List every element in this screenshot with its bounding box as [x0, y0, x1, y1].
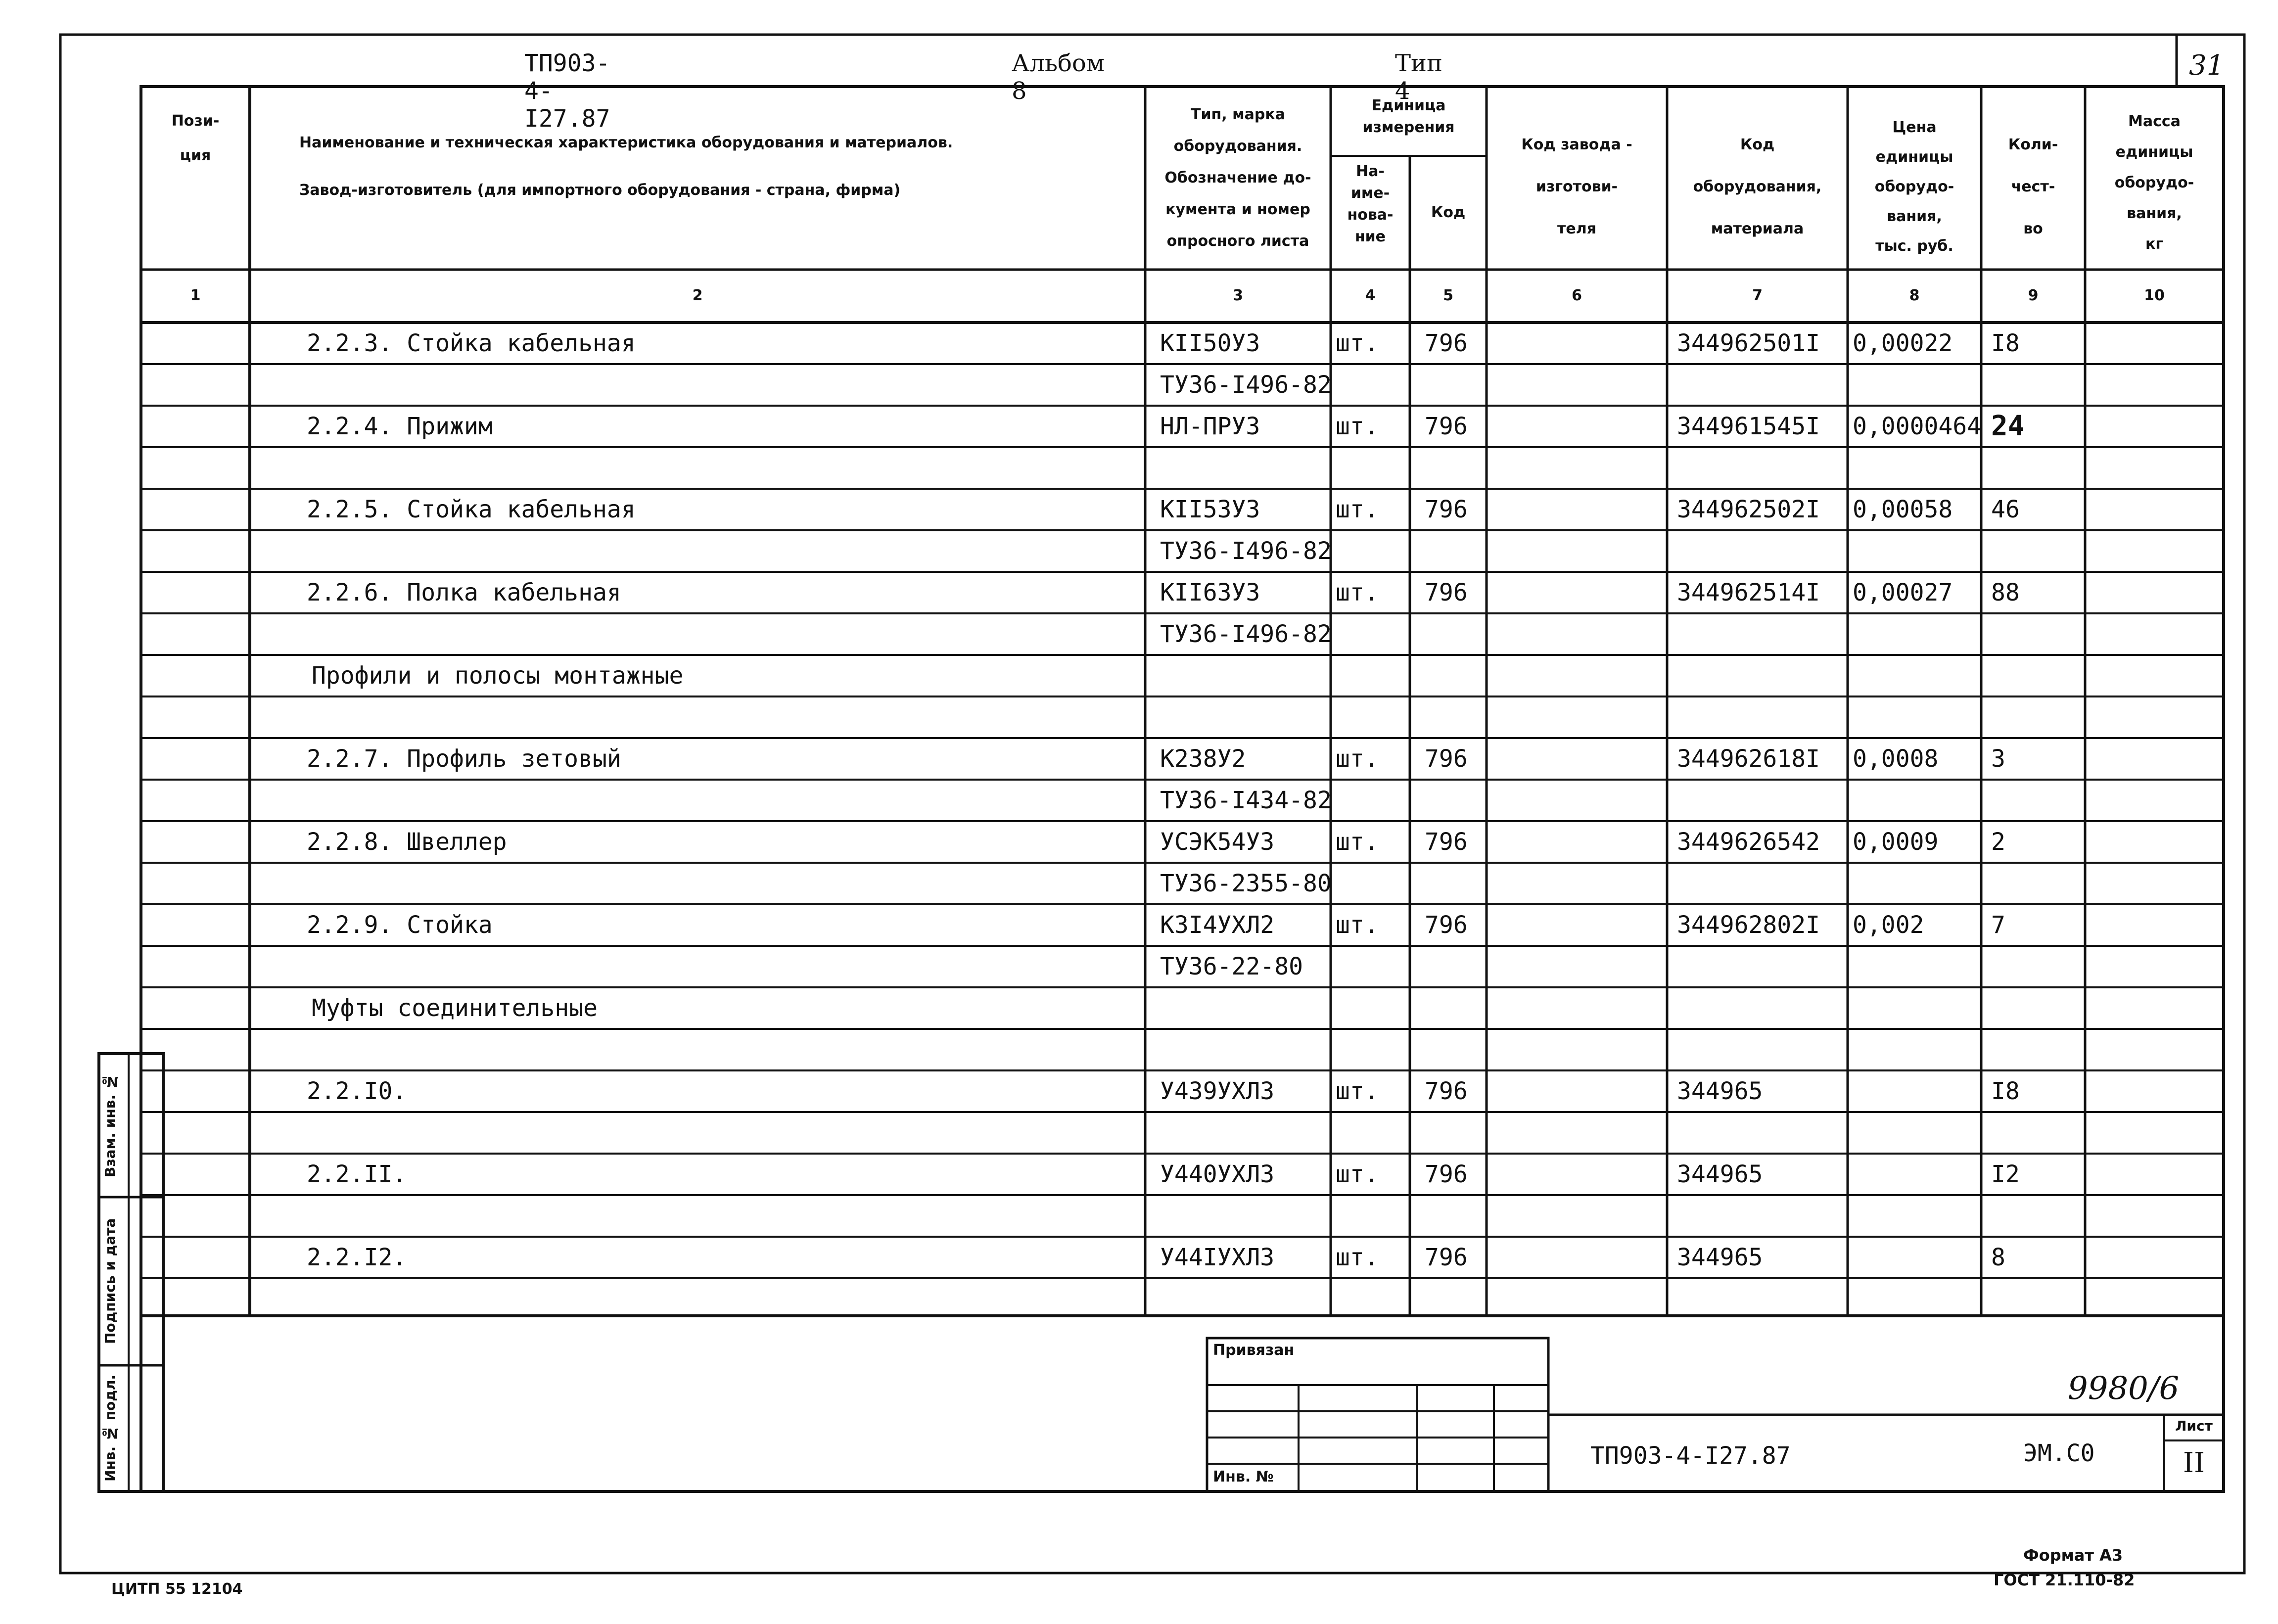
cell-equip-code: 344965: [1677, 1077, 1763, 1105]
header-equipment-code: Код оборудования, материала: [1693, 136, 1822, 237]
cell-name: Муфты соединительные: [312, 994, 598, 1022]
cell-type: К3І4УХЛ2: [1160, 911, 1275, 939]
header-unit-code: Код: [1431, 204, 1466, 221]
label-podpis-data: Подпись и дата: [102, 1218, 118, 1345]
label-vzam-inv: Взам. инв. №: [102, 1073, 118, 1177]
cell-equip-code: 344962502І: [1677, 496, 1820, 523]
cell-equip-code: 344962618І: [1677, 745, 1820, 773]
header-position: Пози- ция: [171, 112, 220, 164]
column-number: 1: [190, 287, 201, 304]
cell-code: 796: [1425, 911, 1468, 939]
cell-name: 2.2.7. Профиль зетовый: [307, 745, 621, 773]
column-number: 6: [1572, 287, 1582, 304]
page-number: 31: [2189, 49, 2225, 82]
cell-unit: шт.: [1336, 911, 1379, 939]
header-name: Наименование и техническая характеристика оборудования и материалов. Завод-изготовитель (для импортного оборудования - страна, фирма): [299, 134, 953, 199]
cell-unit: шт.: [1336, 1160, 1379, 1188]
cell-code: 796: [1425, 1160, 1468, 1188]
cell-name: 2.2.5. Стойка кабельная: [307, 496, 636, 523]
album-label: Альбом 8: [1012, 49, 1105, 105]
cell-price: 0,002: [1853, 911, 1924, 939]
cell-name: 2.2.І0.: [307, 1077, 407, 1105]
cell-type: КІІ50У3: [1160, 329, 1260, 357]
cell-qty: І2: [1991, 1160, 2020, 1188]
cell-qty: І8: [1991, 1077, 2020, 1105]
sheet-label: Лист: [2175, 1418, 2213, 1434]
cell-type: К238У2: [1160, 745, 1246, 773]
column-number: 7: [1752, 287, 1763, 304]
cell-equip-code: 344965: [1677, 1160, 1763, 1188]
column-number: 8: [1909, 287, 1920, 304]
cell-name: 2.2.8. Швеллер: [307, 828, 507, 856]
cell-unit: шт.: [1336, 496, 1379, 523]
cell-qty: І8: [1991, 329, 2020, 357]
column-number: 9: [2028, 287, 2039, 304]
cell-equip-code: 344961545І: [1677, 413, 1820, 440]
header-unit-name: На- име- нова- ние: [1347, 163, 1394, 245]
header-unit-group: Единица измерения: [1362, 97, 1455, 136]
cell-unit: шт.: [1336, 745, 1379, 773]
sheet-value: ІІ: [2183, 1447, 2205, 1479]
cell-price: 0,00058: [1853, 496, 1953, 523]
type-label: Тип 4: [1395, 49, 1442, 105]
cell-qty: 88: [1991, 579, 2020, 606]
cell-type: ТУ36-2355-80: [1160, 870, 1332, 897]
cell-type: ТУ36-І496-82: [1160, 620, 1332, 648]
cell-code: 796: [1425, 329, 1468, 357]
cell-price: 0,0000464: [1853, 413, 1982, 440]
cell-name: Профили и полосы монтажные: [312, 662, 684, 690]
column-number: 3: [1233, 287, 1243, 304]
cell-equip-code: 344962501І: [1677, 329, 1820, 357]
cell-type: КІІ63У3: [1160, 579, 1260, 606]
project-code: ТП903-4-І27.87: [524, 49, 610, 133]
cell-equip-code: 344962802І: [1677, 911, 1820, 939]
stamp-code: ТП903-4-І27.87: [1590, 1442, 1791, 1470]
cell-qty: 7: [1991, 911, 2005, 939]
cell-qty: 46: [1991, 496, 2020, 523]
cell-code: 796: [1425, 828, 1468, 856]
column-number: 4: [1365, 287, 1376, 304]
cell-code: 796: [1425, 579, 1468, 606]
cell-type: У44ІУХЛ3: [1160, 1244, 1275, 1271]
cell-type: УСЭК54У3: [1160, 828, 1275, 856]
cell-code: 796: [1425, 1244, 1468, 1271]
stamp-inv-no: Инв. №: [1213, 1468, 1274, 1485]
header-type: Тип, марка оборудования. Обозначение до- кумента и номер опросного листа: [1164, 106, 1311, 250]
cell-type: ТУ36-І434-82: [1160, 787, 1332, 814]
cell-type: У440УХЛ3: [1160, 1160, 1275, 1188]
cell-type: ТУ36-22-80: [1160, 953, 1303, 980]
footer-gost: ГОСТ 21.110-82: [1994, 1571, 2135, 1589]
stamp-mark: ЭМ.С0: [2023, 1439, 2095, 1467]
cell-qty: 3: [1991, 745, 2005, 773]
cell-unit: шт.: [1336, 579, 1379, 606]
header-price: Цена единицы оборудо- вания, тыс. руб.: [1874, 119, 1954, 255]
cell-equip-code: 344965: [1677, 1244, 1763, 1271]
cell-price: 0,0009: [1853, 828, 1939, 856]
cell-name: 2.2.9. Стойка: [307, 911, 493, 939]
stamp-privyazan: Привязан: [1213, 1342, 1295, 1359]
cell-code: 796: [1425, 413, 1468, 440]
cell-type: ТУ36-І496-82: [1160, 537, 1332, 565]
handwritten-number: 9980/6: [2068, 1370, 2180, 1407]
cell-type: КІІ53У3: [1160, 496, 1260, 523]
cell-type: НЛ-ПРУ3: [1160, 413, 1260, 440]
cell-type: ТУ36-І496-82: [1160, 371, 1332, 399]
cell-unit: шт.: [1336, 1244, 1379, 1271]
cell-unit: шт.: [1336, 1077, 1379, 1105]
cell-type: У439УХЛ3: [1160, 1077, 1275, 1105]
footer-left: ЦИТП 55 12104: [111, 1580, 243, 1598]
column-number: 5: [1443, 287, 1453, 304]
cell-price: 0,00027: [1853, 579, 1953, 606]
cell-qty: 8: [1991, 1244, 2005, 1271]
cell-name: 2.2.4. Прижим: [307, 413, 493, 440]
header-quantity: Коли- чест- во: [2008, 136, 2058, 237]
cell-code: 796: [1425, 1077, 1468, 1105]
column-number: 2: [692, 287, 703, 304]
cell-equip-code: 344962514І: [1677, 579, 1820, 606]
column-number: 10: [2144, 287, 2165, 304]
cell-name: 2.2.3. Стойка кабельная: [307, 329, 636, 357]
header-factory-code: Код завода - изготови- теля: [1521, 136, 1632, 237]
cell-qty: 2: [1991, 828, 2005, 856]
cell-price: 0,00022: [1853, 329, 1953, 357]
cell-code: 796: [1425, 496, 1468, 523]
cell-qty: 24: [1991, 410, 2025, 442]
cell-unit: шт.: [1336, 329, 1379, 357]
footer-format: Формат А3: [2023, 1546, 2123, 1565]
cell-name: 2.2.6. Полка кабельная: [307, 579, 621, 606]
cell-name: 2.2.І2.: [307, 1244, 407, 1271]
label-inv-podl: Инв. № подл.: [102, 1375, 118, 1482]
cell-name: 2.2.ІІ.: [307, 1160, 407, 1188]
header-mass: Масса единицы оборудо- вания, кг: [2114, 113, 2194, 253]
cell-price: 0,0008: [1853, 745, 1939, 773]
cell-equip-code: 3449626542: [1677, 828, 1820, 856]
cell-code: 796: [1425, 745, 1468, 773]
cell-unit: шт.: [1336, 413, 1379, 440]
cell-unit: шт.: [1336, 828, 1379, 856]
